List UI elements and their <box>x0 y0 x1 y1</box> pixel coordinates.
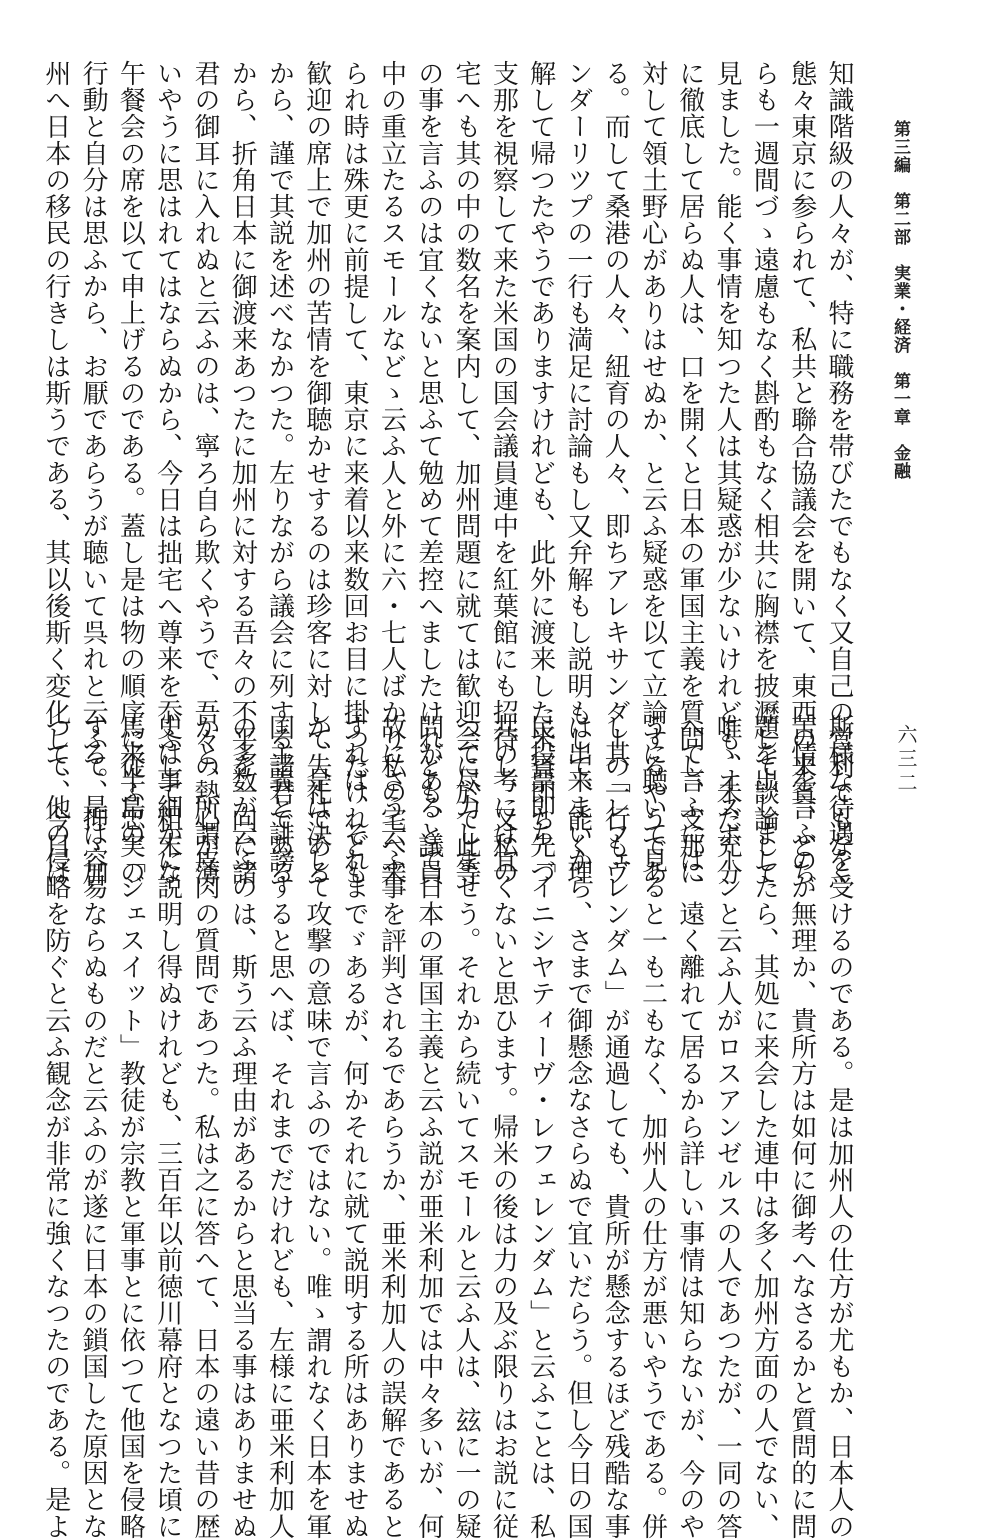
upper-text-block <box>36 60 857 886</box>
text-line: の多数が云ふのは、斯う云ふ理由があるからと思当る事はありませぬ <box>227 714 258 1540</box>
text-line: から、謹で其説を述べなかつた。左りながら議会に列する諸君である <box>264 60 295 886</box>
text-line: つて尽力しませう。それから続いてスモールと云ふ人は、玆に一の疑 <box>451 714 482 1540</box>
text-line: 共の考には宜くないと思ひます。帰米の後は力の及ぶ限りはお説に従 <box>488 714 519 1540</box>
text-line: に徹底して居らぬ人は、口を開くと日本の軍国主義を質問し、支那に <box>674 60 705 886</box>
text-line: 中の重立たるスモールなどゝ云ふ人と外に六・七人ばかり私の宅へ来 <box>376 60 407 886</box>
text-line: られ時は殊更に前提して、東京に来着以来数回お目に掛つたけれども <box>339 60 370 886</box>
lower-text-block <box>36 714 857 1540</box>
text-line: らも一週間づゝ遠慮もなく斟酌もなく相共に胸襟を披瀝して談論して <box>749 60 780 886</box>
text-line: いやうに思はれてはならぬから、今日は拙宅へ尊来を忝ふして粗末な <box>152 60 183 886</box>
page-number: 六三二 <box>894 724 918 796</box>
text-line: する。是は容易ならぬものだと云ふのが遂に日本の鎖国した原因とな <box>78 714 109 1540</box>
text-line: 州へ日本の移民の行きしは斯うである、其以後斯く変化して、今日は <box>40 60 71 886</box>
text-line: し其「レフェレンダム」が通過しても、貴所が懸念するほど残酷な事 <box>600 714 631 1540</box>
running-header: 第三編 第二部 実業・経済 第一章 金融 <box>890 120 910 480</box>
text-line: へて言ふには、遠く離れて居るから詳しい事情は知らないが、今のや <box>674 714 705 1540</box>
text-line: 午餐会の席を以て申上げるのである。蓋し是は物の順序に従ふ忠実の <box>115 60 146 886</box>
text-line: 宅へも其の中の数名を案内して、加州問題に就ては歓迎会に於て此等 <box>451 60 482 886</box>
text-line: 史は事細かに説明し得ぬけれども、三百年以前徳川幕府となつた頃に <box>152 714 183 1540</box>
text-line: か、是は決して攻撃の意味で言ふのではない。唯ゝ謂れなく日本を軍 <box>301 714 332 1540</box>
text-line: うに聴いて見ると一も二もなく、加州人の仕方が悪いやうである。併 <box>637 714 668 1540</box>
text-line: から、折角日本に御渡来あつたに加州に対する吾々の不平を一向に諸 <box>227 60 258 886</box>
text-line: の事を言ふのは宜くないと思ふて勉めて差控へましたけれども、議員 <box>413 60 444 886</box>
text-line: 支那を視察して来た米国の国会議員連中を紅葉館にも招待し、又私の <box>488 60 519 886</box>
text-line: 知識階級の人々が、特に職務を帯びたでもなく又自己の営利でもなく <box>824 60 854 886</box>
text-line: 見ました。能く事情を知つた人は其疑惑が少ないけれども、未だ充分 <box>712 60 743 886</box>
text-line: 国主義と誹謗すると思へば、それまでだけれども、左様に亜米利加人 <box>264 714 295 1540</box>
text-line: 馬来半島の「ジェスイット」教徒が宗教と軍事とに依つて他国を侵略 <box>115 714 146 1540</box>
text-line: 題を出しましたら、其処に来会した連中は多く加州方面の人でない、 <box>749 714 780 1540</box>
text-line: かと、所謂皮肉の質問であつた。私は之に答へて、日本の遠い昔の歴 <box>189 714 220 1540</box>
text-line: 対して領土野心がありはせぬか、と云ふ疑惑を以て立論するやうであ <box>637 60 668 886</box>
text-line: すれば、それまでゞあるが、何かそれに就て説明する所はありませぬ <box>339 714 370 1540</box>
text-line: 問があるとて日本の軍国主義と云ふ説が亜米利加では中々多いが、何 <box>413 714 444 1540</box>
text-line: 行動と自分は思ふから、お厭であらうが聴いて呉れと云ふて、抑ゝ加 <box>78 60 109 886</box>
text-line: る。而して桑港の人々、紐育の人々、即ちアレキサンダーの一行もヴ <box>600 60 631 886</box>
text-line: 君の御耳に入れぬと云ふのは、寧ろ自ら欺くやうで、吾々の熱心が薄 <box>189 60 220 886</box>
text-line: つて、他の侵略を防ぐと云ふ観念が非常に強くなつたのである。是よ <box>40 714 71 1540</box>
text-line: 唯ゝオスボーンと云ふ人がロスアンゼルスの人であつたが、一同の答 <box>712 714 743 1540</box>
text-line: は出来まいから、さまで御懸念なさらぬで宜いだらう。但し今日の国 <box>562 714 593 1540</box>
text-line: 民投票即ち「イニシヤティーヴ・レフェレンダム」と云ふことは、私 <box>525 714 556 1540</box>
text-line: 故にさう云ふ事を評判されるであらうか、亜米利加人の誤解であると <box>376 714 407 1540</box>
text-line: 歓迎の席上で加州の苦情を御聴かせするのは珍客に対して失礼である <box>301 60 332 886</box>
text-line: ンダーリツプの一行も満足に討論もし又弁解もし説明もして、能く理 <box>562 60 593 886</box>
text-line: 苦情を言ふのが無理か、貴所方は如何に御考へなさるかと質問的に問 <box>786 714 817 1540</box>
text-line: 斯様な待遇を受けるのである。是は加州人の仕方が尤もか、日本人の <box>824 714 854 1540</box>
text-line: 態々東京に参られて、私共と聯合協議会を開いて、東西の来賓、どち <box>786 60 817 886</box>
text-line: 解して帰つたやうでありますけれども、此外に渡来した米賓即ち先づ <box>525 60 556 886</box>
